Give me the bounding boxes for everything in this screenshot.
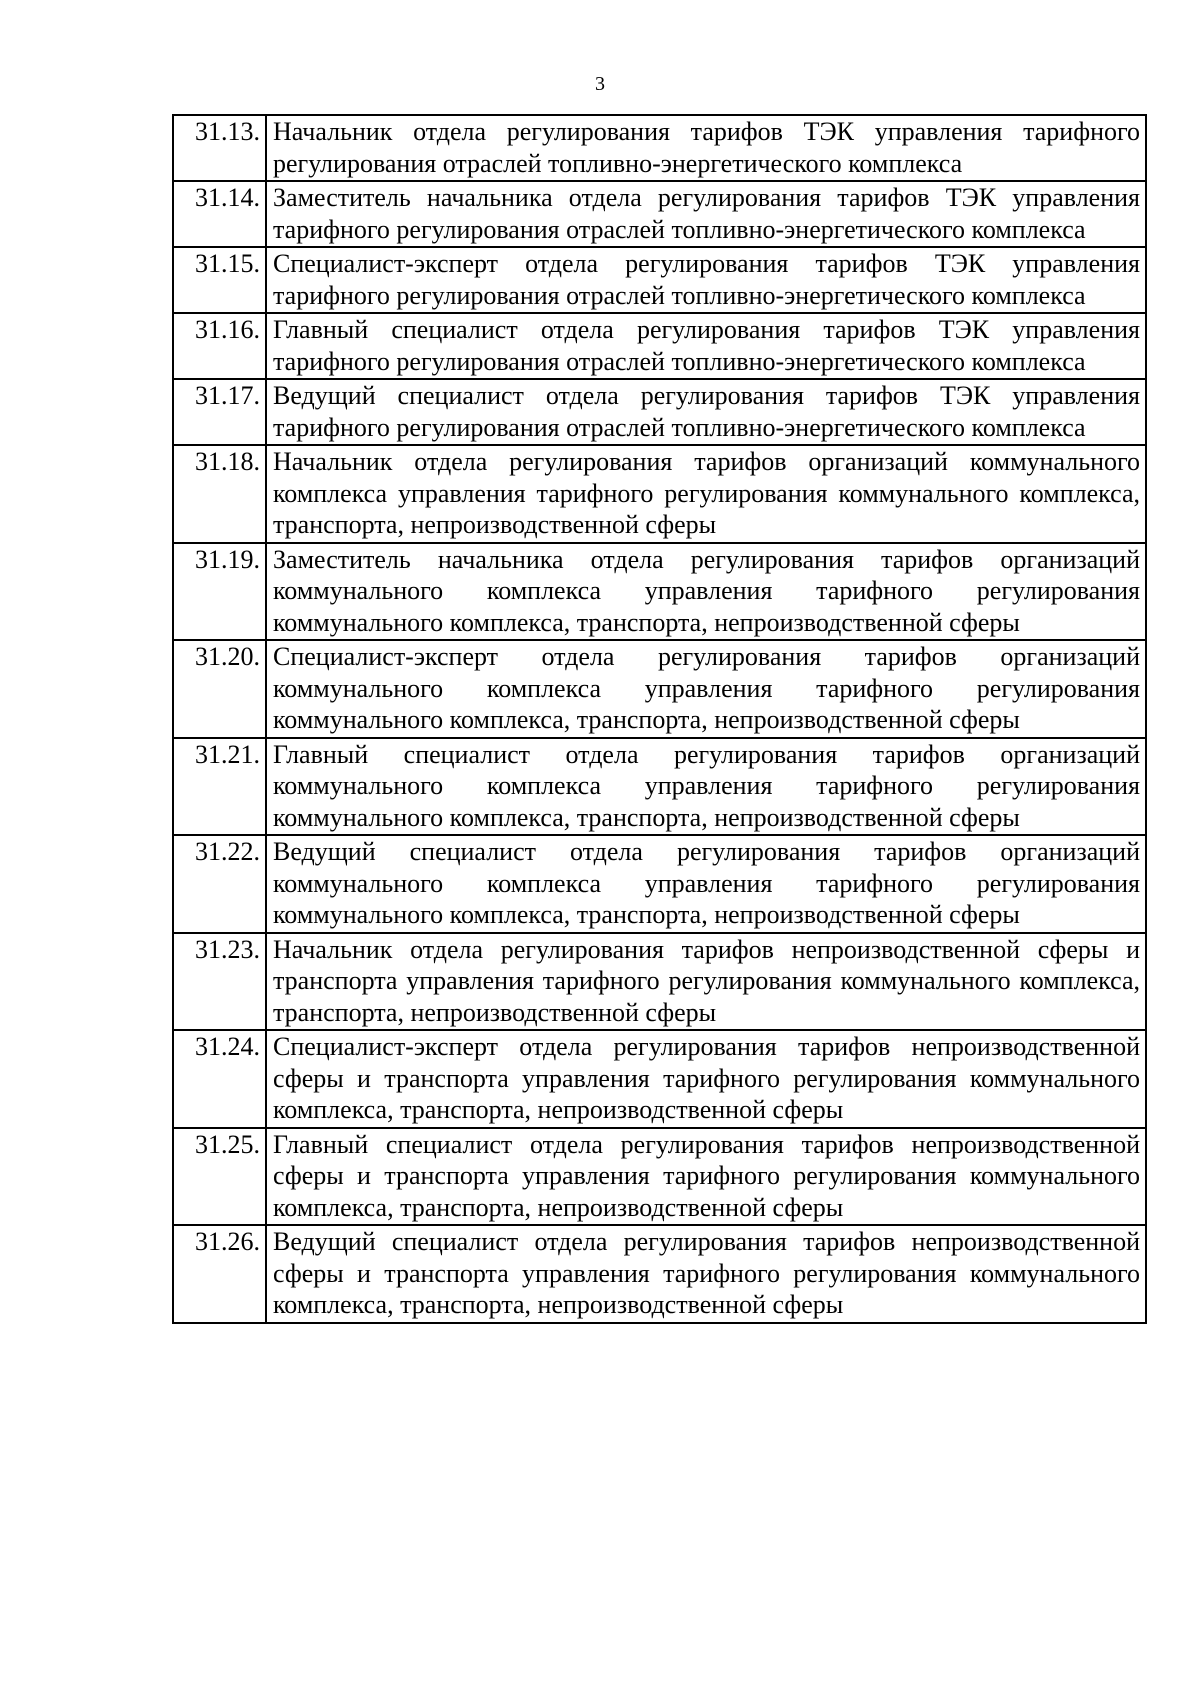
- table-row: [173, 115, 1146, 181]
- position-title: Специалист-эксперт отдела регулирования тарифов ТЭК управления тарифного регулирования отраслей топливно-энергетического комплекса: [266, 247, 1146, 313]
- position-title: Ведущий специалист отдела регулирования тарифов ТЭК управления тарифного регулирования отраслей топливно-энергетического комплекса: [266, 379, 1146, 445]
- page-number: 3: [595, 73, 605, 95]
- table-row: [173, 379, 1146, 445]
- position-title: Главный специалист отдела регулирования тарифов непроизводственной сферы и транспорта управления тарифного регулирования коммунального комплекса, транспорта, непроизводственной сферы: [266, 1128, 1146, 1226]
- row-number: 31.14.: [173, 181, 266, 247]
- row-number: 31.13.: [173, 115, 266, 181]
- table-row: [173, 445, 1146, 543]
- table-row: [173, 1030, 1146, 1128]
- row-number: 31.16.: [173, 313, 266, 379]
- position-title: Заместитель начальника отдела регулирования тарифов ТЭК управления тарифного регулирования отраслей топливно-энергетического комплекса: [266, 181, 1146, 247]
- table-row: [173, 247, 1146, 313]
- table-row: [173, 933, 1146, 1031]
- row-number: 31.18.: [173, 445, 266, 543]
- table-row: [173, 738, 1146, 836]
- table-row: [173, 1128, 1146, 1226]
- row-number: 31.24.: [173, 1030, 266, 1128]
- position-title: Начальник отдела регулирования тарифов организаций коммунального комплекса управления тарифного регулирования коммунального комплекса, транспорта, непроизводственной сферы: [266, 445, 1146, 543]
- table-row: [173, 181, 1146, 247]
- table-row: [173, 1225, 1146, 1323]
- row-number: 31.15.: [173, 247, 266, 313]
- position-title: Начальник отдела регулирования тарифов ТЭК управления тарифного регулирования отраслей топливно-энергетического комплекса: [266, 115, 1146, 181]
- position-title: Специалист-эксперт отдела регулирования тарифов организаций коммунального комплекса управления тарифного регулирования коммунального комплекса, транспорта, непроизводственной сферы: [266, 640, 1146, 738]
- row-number: 31.23.: [173, 933, 266, 1031]
- table-row: [173, 835, 1146, 933]
- row-number: 31.26.: [173, 1225, 266, 1323]
- position-title: Ведущий специалист отдела регулирования тарифов непроизводственной сферы и транспорта управления тарифного регулирования коммунального комплекса, транспорта, непроизводственной сферы: [266, 1225, 1146, 1323]
- position-title: Специалист-эксперт отдела регулирования тарифов непроизводственной сферы и транспорта управления тарифного регулирования коммунального комплекса, транспорта, непроизводственной сферы: [266, 1030, 1146, 1128]
- row-number: 31.17.: [173, 379, 266, 445]
- row-number: 31.21.: [173, 738, 266, 836]
- position-title: Главный специалист отдела регулирования тарифов организаций коммунального комплекса управления тарифного регулирования коммунального комплекса, транспорта, непроизводственной сферы: [266, 738, 1146, 836]
- positions-table: [172, 114, 1147, 1324]
- position-title: Начальник отдела регулирования тарифов непроизводственной сферы и транспорта управления тарифного регулирования коммунального комплекса, транспорта, непроизводственной сферы: [266, 933, 1146, 1031]
- table-row: [173, 313, 1146, 379]
- row-number: 31.22.: [173, 835, 266, 933]
- row-number: 31.19.: [173, 543, 266, 641]
- table-row: [173, 543, 1146, 641]
- position-title: Заместитель начальника отдела регулирования тарифов организаций коммунального комплекса управления тарифного регулирования коммунального комплекса, транспорта, непроизводственной сферы: [266, 543, 1146, 641]
- row-number: 31.25.: [173, 1128, 266, 1226]
- position-title: Ведущий специалист отдела регулирования тарифов организаций коммунального комплекса управления тарифного регулирования коммунального комплекса, транспорта, непроизводственной сферы: [266, 835, 1146, 933]
- table-row: [173, 640, 1146, 738]
- row-number: 31.20.: [173, 640, 266, 738]
- position-title: Главный специалист отдела регулирования тарифов ТЭК управления тарифного регулирования отраслей топливно-энергетического комплекса: [266, 313, 1146, 379]
